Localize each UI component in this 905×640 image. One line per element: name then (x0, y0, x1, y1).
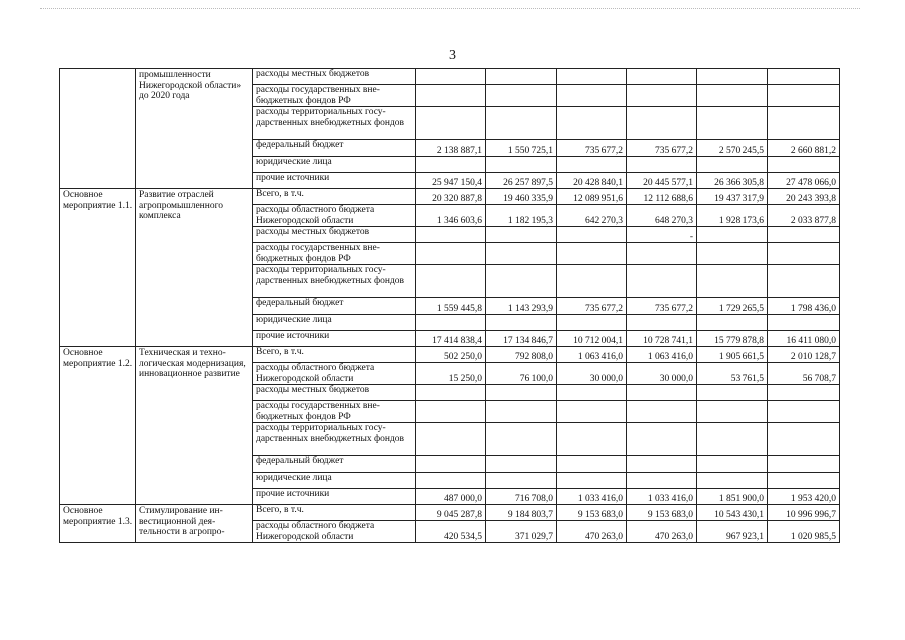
value-cell: 20 428 840,1 (557, 173, 627, 189)
value-cell: 20 320 887,8 (416, 189, 486, 205)
measure-id-cell: Основное мероприятие 1.3. (60, 505, 136, 543)
value-cell (557, 401, 627, 423)
value-cell (627, 85, 697, 107)
value-cell: 2 660 881,2 (768, 140, 840, 157)
value-cell (627, 157, 697, 173)
value-cell (416, 315, 486, 331)
budget-table (59, 68, 840, 543)
value-cell (486, 456, 557, 473)
value-cell (768, 85, 840, 107)
value-cell (557, 473, 627, 489)
value-cell (627, 401, 697, 423)
value-cell (486, 107, 557, 140)
funding-source-cell: прочие источники (253, 489, 416, 505)
value-cell (768, 423, 840, 456)
value-cell: 53 761,5 (697, 363, 768, 385)
value-cell (557, 157, 627, 173)
value-cell: 1 928 173,6 (697, 205, 768, 227)
value-cell (416, 473, 486, 489)
value-cell (697, 401, 768, 423)
value-cell: 2 033 877,8 (768, 205, 840, 227)
value-cell (768, 265, 840, 298)
table-row (60, 189, 840, 205)
funding-source-cell: прочие источники (253, 173, 416, 189)
value-cell (768, 385, 840, 401)
value-cell (557, 315, 627, 331)
value-cell (486, 423, 557, 456)
funding-source-cell: расходы территориальных государственных внебюджетных фондов (253, 265, 416, 298)
table-row (60, 69, 840, 85)
value-cell: 642 270,3 (557, 205, 627, 227)
value-cell (486, 85, 557, 107)
value-cell (627, 69, 697, 85)
value-cell: 371 029,7 (486, 521, 557, 543)
value-cell (486, 401, 557, 423)
funding-source-cell: расходы местных бюджетов (253, 69, 416, 85)
funding-source-cell: расходы местных бюджетов (253, 227, 416, 243)
value-cell (486, 243, 557, 265)
value-cell (697, 315, 768, 331)
value-cell (486, 265, 557, 298)
measure-title-cell: Техническая и технологическая модернизация, инновационное развитие (136, 347, 253, 505)
value-cell: 716 708,0 (486, 489, 557, 505)
value-cell: 1 559 445,8 (416, 298, 486, 315)
value-cell (627, 385, 697, 401)
funding-source-cell: федеральный бюджет (253, 140, 416, 157)
table-row (60, 505, 840, 521)
value-cell (557, 385, 627, 401)
value-cell: 9 153 683,0 (557, 505, 627, 521)
value-cell: 9 153 683,0 (627, 505, 697, 521)
value-cell (486, 227, 557, 243)
value-cell (627, 107, 697, 140)
value-cell (557, 423, 627, 456)
value-cell: 1 033 416,0 (557, 489, 627, 505)
value-cell: 1 953 420,0 (768, 489, 840, 505)
value-cell (486, 315, 557, 331)
value-cell (557, 107, 627, 140)
value-cell: 648 270,3 (627, 205, 697, 227)
measure-title-cell: промышленности Нижегородской области» до 2020 года (136, 69, 253, 189)
value-cell (768, 157, 840, 173)
value-cell (768, 227, 840, 243)
funding-source-cell: расходы государственных внебюджетных фондов РФ (253, 401, 416, 423)
value-cell (557, 85, 627, 107)
funding-source-cell: расходы территориальных государственных внебюджетных фондов (253, 423, 416, 456)
value-cell: 1 182 195,3 (486, 205, 557, 227)
value-cell: 16 411 080,0 (768, 331, 840, 347)
value-cell: 1 143 293,9 (486, 298, 557, 315)
value-cell (768, 401, 840, 423)
value-cell (627, 315, 697, 331)
value-cell (486, 69, 557, 85)
value-cell (768, 107, 840, 140)
value-cell (557, 265, 627, 298)
value-cell (416, 243, 486, 265)
value-cell: 17 134 846,7 (486, 331, 557, 347)
value-cell (697, 385, 768, 401)
funding-source-cell: Всего, в т.ч. (253, 189, 416, 205)
funding-source-cell: расходы областного бюджета Нижегородской области (253, 363, 416, 385)
value-cell: 2 570 245,5 (697, 140, 768, 157)
value-cell: 502 250,0 (416, 347, 486, 363)
measure-id-cell: Основное мероприятие 1.1. (60, 189, 136, 347)
value-cell: 25 947 150,4 (416, 173, 486, 189)
value-cell (627, 473, 697, 489)
value-cell: 15 250,0 (416, 363, 486, 385)
measure-id-cell: Основное мероприятие 1.2. (60, 347, 136, 505)
value-cell (768, 243, 840, 265)
value-cell: 735 677,2 (627, 298, 697, 315)
measure-title-cell: Стимулирование инвестиционной деятельности в агропро- (136, 505, 253, 543)
value-cell (486, 385, 557, 401)
funding-source-cell: Всего, в т.ч. (253, 505, 416, 521)
value-cell (557, 243, 627, 265)
value-cell (697, 265, 768, 298)
value-cell: 30 000,0 (557, 363, 627, 385)
value-cell (697, 243, 768, 265)
value-cell (416, 157, 486, 173)
value-cell (627, 423, 697, 456)
funding-source-cell: федеральный бюджет (253, 456, 416, 473)
value-cell (557, 227, 627, 243)
value-cell: 9 184 803,7 (486, 505, 557, 521)
value-cell (416, 265, 486, 298)
value-cell: 19 437 317,9 (697, 189, 768, 205)
scan-top-edge (40, 8, 860, 9)
value-cell (416, 227, 486, 243)
value-cell: 1 346 603,6 (416, 205, 486, 227)
value-cell (768, 473, 840, 489)
value-cell (557, 456, 627, 473)
funding-source-cell: прочие источники (253, 331, 416, 347)
value-cell (768, 456, 840, 473)
value-cell (486, 473, 557, 489)
value-cell: 487 000,0 (416, 489, 486, 505)
funding-source-cell: расходы территориальных государственных внебюджетных фондов (253, 107, 416, 140)
value-cell (697, 85, 768, 107)
value-cell: 735 677,2 (627, 140, 697, 157)
value-cell (416, 69, 486, 85)
value-cell: 1 033 416,0 (627, 489, 697, 505)
value-cell: 792 808,0 (486, 347, 557, 363)
value-cell (416, 85, 486, 107)
funding-source-cell: расходы государственных внебюджетных фондов РФ (253, 85, 416, 107)
value-cell (697, 227, 768, 243)
value-cell: 56 708,7 (768, 363, 840, 385)
funding-source-cell: Всего, в т.ч. (253, 347, 416, 363)
value-cell (416, 401, 486, 423)
value-cell (697, 69, 768, 85)
value-cell (416, 385, 486, 401)
table-row (60, 347, 840, 363)
value-cell: 2 010 128,7 (768, 347, 840, 363)
value-cell: 27 478 066,0 (768, 173, 840, 189)
value-cell: 1 851 900,0 (697, 489, 768, 505)
value-cell: 76 100,0 (486, 363, 557, 385)
value-cell: 1 550 725,1 (486, 140, 557, 157)
value-cell (627, 243, 697, 265)
value-cell (416, 456, 486, 473)
value-cell: 10 996 996,7 (768, 505, 840, 521)
value-cell: 17 414 838,4 (416, 331, 486, 347)
value-cell (416, 423, 486, 456)
value-cell: 26 257 897,5 (486, 173, 557, 189)
value-cell: 15 779 878,8 (697, 331, 768, 347)
table-body (60, 69, 840, 543)
measure-id-cell (60, 69, 136, 189)
measure-title-cell: Развитие отраслей агропромышленного комплекса (136, 189, 253, 347)
value-cell: 1 063 416,0 (557, 347, 627, 363)
value-cell: 1 729 265,5 (697, 298, 768, 315)
value-cell: 26 366 305,8 (697, 173, 768, 189)
funding-source-cell: федеральный бюджет (253, 298, 416, 315)
value-cell (627, 456, 697, 473)
value-cell: - (627, 227, 697, 243)
value-cell: 470 263,0 (627, 521, 697, 543)
value-cell (697, 107, 768, 140)
value-cell: 470 263,0 (557, 521, 627, 543)
funding-source-cell: юридические лица (253, 157, 416, 173)
value-cell: 10 728 741,1 (627, 331, 697, 347)
value-cell (697, 423, 768, 456)
value-cell: 967 923,1 (697, 521, 768, 543)
value-cell: 9 045 287,8 (416, 505, 486, 521)
funding-source-cell: расходы местных бюджетов (253, 385, 416, 401)
value-cell: 20 243 393,8 (768, 189, 840, 205)
value-cell: 735 677,2 (557, 140, 627, 157)
value-cell: 2 138 887,1 (416, 140, 486, 157)
value-cell: 19 460 335,9 (486, 189, 557, 205)
value-cell (697, 473, 768, 489)
funding-source-cell: расходы областного бюджета Нижегородской области (253, 521, 416, 543)
value-cell (416, 107, 486, 140)
value-cell: 10 712 004,1 (557, 331, 627, 347)
value-cell: 12 112 688,6 (627, 189, 697, 205)
page-number: 3 (449, 48, 456, 63)
value-cell (697, 157, 768, 173)
funding-source-cell: юридические лица (253, 315, 416, 331)
value-cell: 420 534,5 (416, 521, 486, 543)
value-cell: 10 543 430,1 (697, 505, 768, 521)
value-cell: 30 000,0 (627, 363, 697, 385)
funding-source-cell: расходы областного бюджета Нижегородской области (253, 205, 416, 227)
value-cell: 12 089 951,6 (557, 189, 627, 205)
value-cell (768, 69, 840, 85)
value-cell: 1 063 416,0 (627, 347, 697, 363)
value-cell: 1 798 436,0 (768, 298, 840, 315)
funding-source-cell: юридические лица (253, 473, 416, 489)
value-cell (768, 315, 840, 331)
value-cell: 20 445 577,1 (627, 173, 697, 189)
value-cell (486, 157, 557, 173)
value-cell: 735 677,2 (557, 298, 627, 315)
value-cell (557, 69, 627, 85)
value-cell (627, 265, 697, 298)
value-cell: 1 020 985,5 (768, 521, 840, 543)
value-cell: 1 905 661,5 (697, 347, 768, 363)
funding-source-cell: расходы государственных внебюджетных фондов РФ (253, 243, 416, 265)
value-cell (697, 456, 768, 473)
